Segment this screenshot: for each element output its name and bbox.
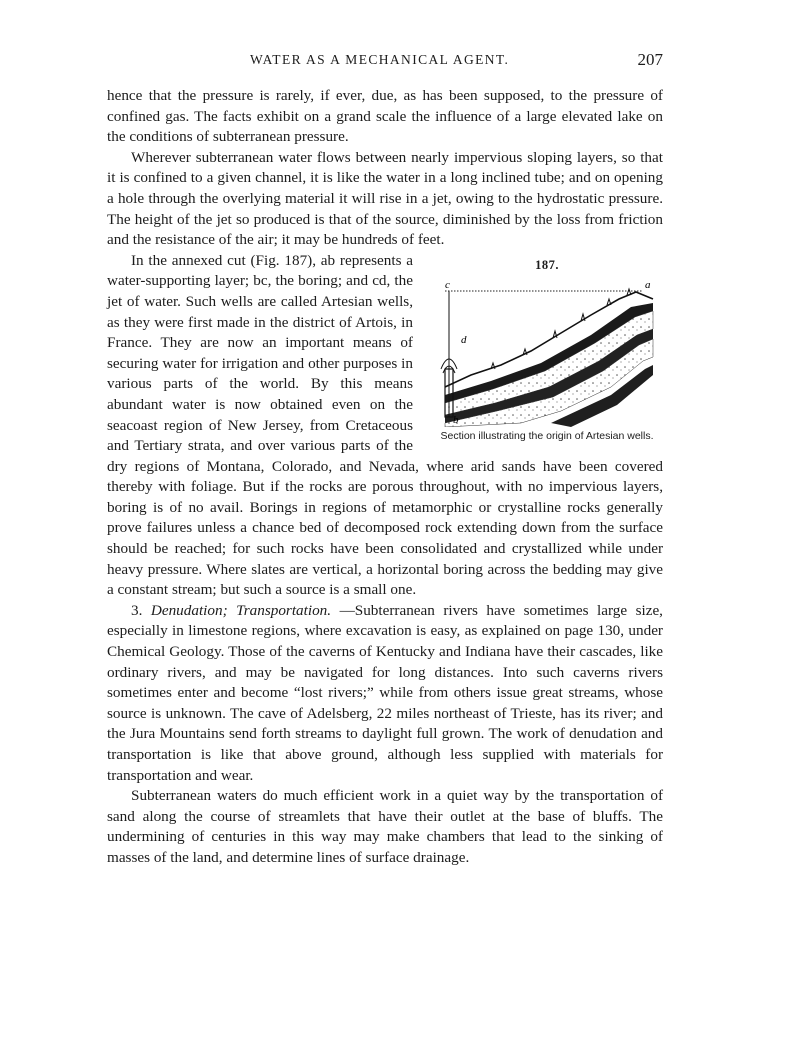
figure-caption: Section illustrating the origin of Artesian wells. [440, 430, 654, 443]
section-number: 3. [131, 601, 143, 619]
artesian-well-illustration [431, 277, 663, 427]
section-dash: — [339, 601, 355, 619]
paragraph-2: Wherever subterranean water flows between nearly impervious sloping layers, so that it is confined to a given channel, it is like the water in a long inclined tube; and on opening a hole through the overlying material it will rise in a jet, owing to the hydrostatic pressure. The height of the jet so produced is that of the source, diminished by the loss from friction and the resistance of the air; it may be hundreds of feet. [107, 148, 663, 249]
label-d: d [461, 334, 467, 347]
paragraph-1: hence that the pressure is rarely, if ever, due, as has been supposed, to the pressure of confined gas. The facts exhibit on a grand scale the influence of a large elevated lake on the conditions of subterranean pressure. [107, 87, 663, 146]
final-paragraph: Subterranean waters do much efficient work in a quiet way by the transportation of sand along the course of streamlets that have their outlet at the base of bluffs. The undermining of centuries in this way may make chambers that lead to the sinking of masses of the land, and determine lines of surface drainage. [107, 787, 663, 866]
section-3-paragraph [107, 601, 663, 786]
section-text: Subterranean rivers have sometimes large size, especially in limestone regions, where excavation is easy, as explained on page 130, under Chemical Geology. Those of the caverns of Kentucky and Indiana have their cascades, like ordinary rivers, and may be navigated for long distances. Into such caverns rivers sometimes enter and become “lost rivers;” while from others issue great streams, whose source is unknown. The cave of Adelsberg, 22 miles northeast of Trieste, has its river; and the Jura Mountains send forth streams to daylight full grown. The work of denudation and transportation is like that above ground, although less supplied with materials for transportation and wear. [107, 601, 663, 784]
figure-187 [431, 255, 663, 444]
paragraph-3: In the annexed cut (Fig. 187), ab represents a water-supporting layer; bc, the boring; and cd, the jet of water. Such wells are called Artesian wells, as they were first made in the district of Artois, in France. They are now an important means of securing water for irrigation and other purposes in various parts of the world. By this means abundant water is now obtained even on the seacoast region of New Jersey, from Cretaceous and Tertiary strata, and over various parts of the dry regions of Montana, Colorado, and Nevada, where arid sands have been covered thereby with foliage. But if the rocks are porous throughout, with no impervious layers, boring is of no avail. Borings in regions of metamorphic or crystalline rocks generally prove failures unless a chance bed of decomposed rock extending down from the surface should be reached; for such rocks have been consolidated and crystallized while under heavy pressure. Where slates are vertical, a horizontal boring across the bedding may give a constant stream; but such a source is a small one. [107, 251, 663, 599]
running-title: WATER AS A MECHANICAL AGENT. [250, 52, 510, 67]
body-text [107, 86, 663, 869]
label-b: b [453, 414, 459, 427]
page-number: 207 [637, 50, 663, 69]
figure-number: 187. [535, 257, 559, 272]
section-heading: Denudation; Transportation. [150, 601, 332, 619]
running-head [107, 52, 663, 74]
label-a: a [645, 279, 651, 292]
label-c: c [445, 279, 450, 292]
